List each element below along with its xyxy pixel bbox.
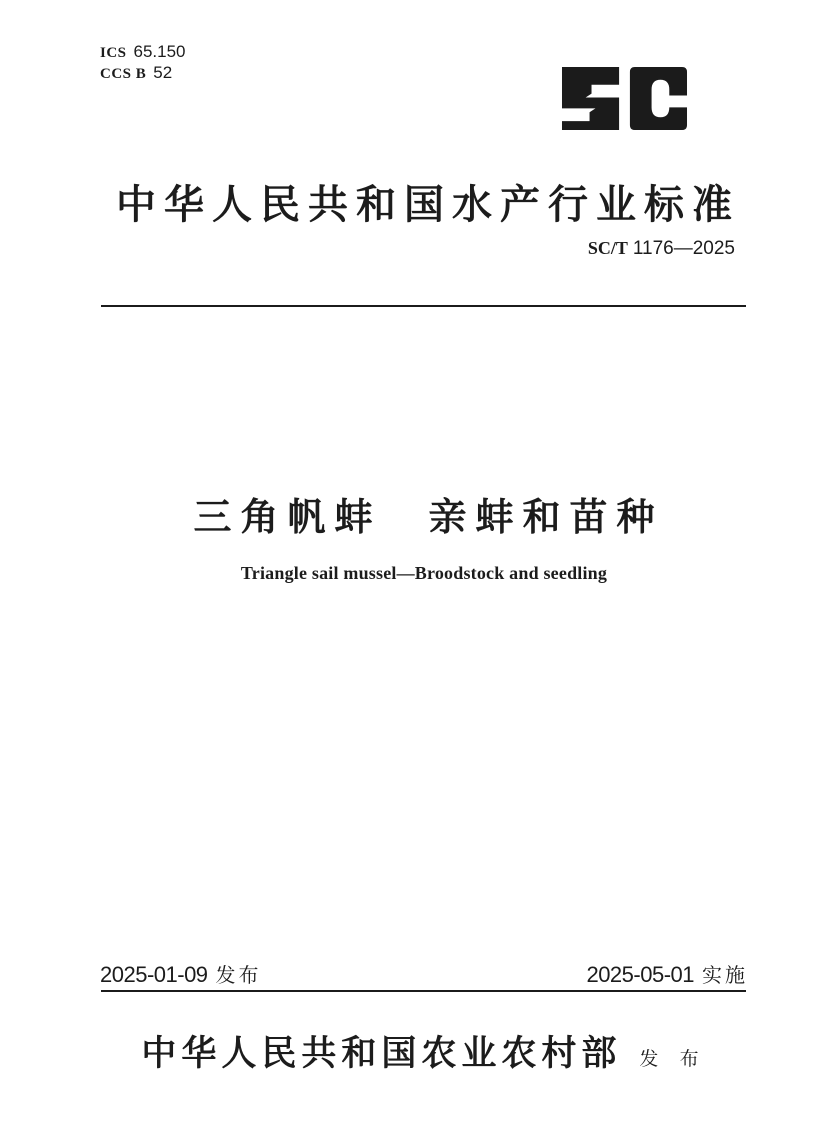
standard-number-value: 1176—2025 <box>632 238 735 259</box>
top-divider <box>101 305 746 307</box>
classification-block <box>100 42 186 84</box>
document-title-english: Triangle sail mussel—Broodstock and seedling <box>240 563 608 583</box>
sc-logo-letter-c <box>630 67 687 130</box>
ccs-line <box>100 63 186 84</box>
ccs-label: CCS B <box>100 66 147 82</box>
issue-label: 发布 <box>215 965 262 987</box>
issue-date: 2025-01-09 <box>100 962 208 987</box>
publisher-name: 中华人民共和国农业农村部 <box>141 1034 622 1073</box>
publisher-suffix: 发 布 <box>639 1049 707 1070</box>
dates-row <box>100 959 748 988</box>
implementation-date: 2025-05-01 <box>586 962 694 987</box>
ics-line <box>100 42 186 63</box>
sc-logo-letter-s <box>562 67 619 130</box>
ics-label: ICS <box>100 45 127 61</box>
ccs-value: 52 <box>153 63 173 82</box>
standard-number-prefix: SC/T <box>587 238 628 258</box>
document-title-chinese: 三角帆蚌 亲蚌和苗种 <box>193 497 664 539</box>
implementation-label: 实施 <box>702 965 748 987</box>
standard-number <box>588 238 735 260</box>
implementation-date-item <box>586 959 748 988</box>
sc-logo-icon <box>561 67 688 130</box>
bottom-divider <box>101 990 746 992</box>
issue-date-item <box>100 959 262 988</box>
page-title: 中华人民共和国水产行业标准 <box>116 183 740 227</box>
publisher-row <box>100 1026 748 1076</box>
ics-value: 65.150 <box>133 42 186 61</box>
